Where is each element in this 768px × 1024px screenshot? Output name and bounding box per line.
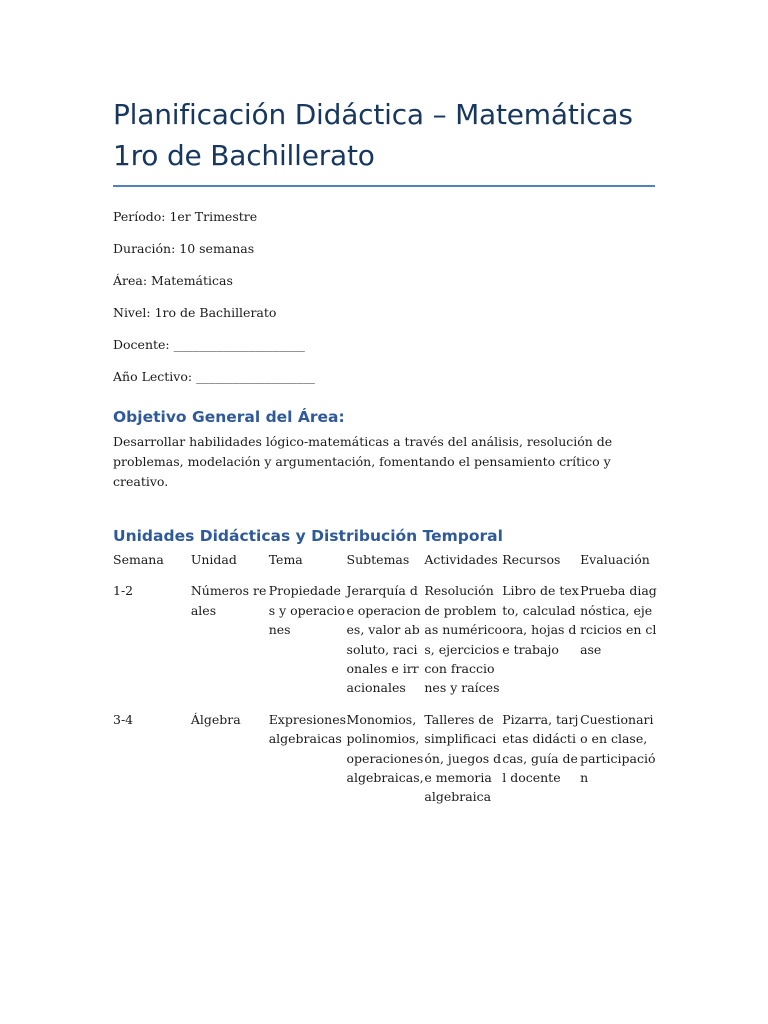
cell-recursos: Libro de texto, calculadora, hojas de trabajo bbox=[502, 583, 579, 657]
units-heading: Unidades Didácticas y Distribución Temporal bbox=[113, 527, 503, 545]
cell-semana: 1-2 bbox=[113, 583, 134, 599]
header-unidad: Unidad bbox=[190, 552, 237, 567]
document-title bbox=[113, 0, 658, 176]
title-line-1: Planificación Didáctica – Matemáticas bbox=[113, 98, 633, 131]
cell-actividades: Talleres de simplificación, juegos de memoria algebraica bbox=[424, 711, 502, 805]
cell-subtemas: Monomios, polinomios, operaciones algebraicas, bbox=[346, 711, 424, 786]
meta-docente: Docente: _____________________ bbox=[113, 337, 305, 352]
cell-tema: Expresiones algebraicas bbox=[268, 711, 347, 747]
meta-nivel: Nivel: 1ro de Bachillerato bbox=[113, 305, 277, 320]
header-subtemas: Subtemas bbox=[346, 552, 410, 567]
cell-recursos: Pizarra, tarjetas didácticas, guía del docente bbox=[502, 711, 579, 786]
table-header-row bbox=[113, 550, 658, 581]
cell-subtemas: Jerarquía de operaciones, valor absoluto, racionales e irracionales bbox=[346, 583, 421, 696]
cell-unidad: Álgebra bbox=[190, 711, 241, 727]
cell-evaluacion: Prueba diagnóstica, ejercicios en clase bbox=[580, 583, 657, 657]
header-recursos: Recursos bbox=[502, 552, 561, 567]
cell-actividades: Resolución de problemas numéricos, ejercicios con fracciones y raíces bbox=[424, 583, 503, 696]
title-underline bbox=[113, 185, 655, 187]
objective-text: Desarrollar habilidades lógico-matemáticas a través del análisis, resolución de problemas, modelación y argumentación, fomentando el pensamiento crítico y creativo. bbox=[113, 434, 613, 489]
cell-unidad: Números reales bbox=[190, 583, 267, 618]
table-row bbox=[113, 710, 658, 807]
cell-evaluacion: Cuestionario en clase, participación bbox=[580, 711, 656, 786]
header-evaluacion: Evaluación bbox=[580, 552, 650, 567]
meta-anio-lectivo: Año Lectivo: ___________________ bbox=[113, 369, 315, 384]
cell-tema: Propiedades y operaciones bbox=[268, 583, 345, 638]
title-line-2: 1ro de Bachillerato bbox=[113, 139, 375, 172]
meta-periodo: Período: 1er Trimestre bbox=[113, 209, 258, 224]
header-tema: Tema bbox=[268, 552, 303, 567]
cell-semana: 3-4 bbox=[113, 711, 134, 727]
meta-area: Área: Matemáticas bbox=[113, 273, 233, 288]
document-page bbox=[113, 0, 658, 807]
objective-heading: Objetivo General del Área: bbox=[113, 408, 345, 426]
meta-block bbox=[113, 209, 658, 385]
header-semana: Semana bbox=[113, 552, 164, 567]
units-table bbox=[113, 550, 658, 807]
table-row bbox=[113, 581, 658, 709]
meta-duracion: Duración: 10 semanas bbox=[113, 241, 255, 256]
header-actividades: Actividades bbox=[424, 552, 498, 567]
